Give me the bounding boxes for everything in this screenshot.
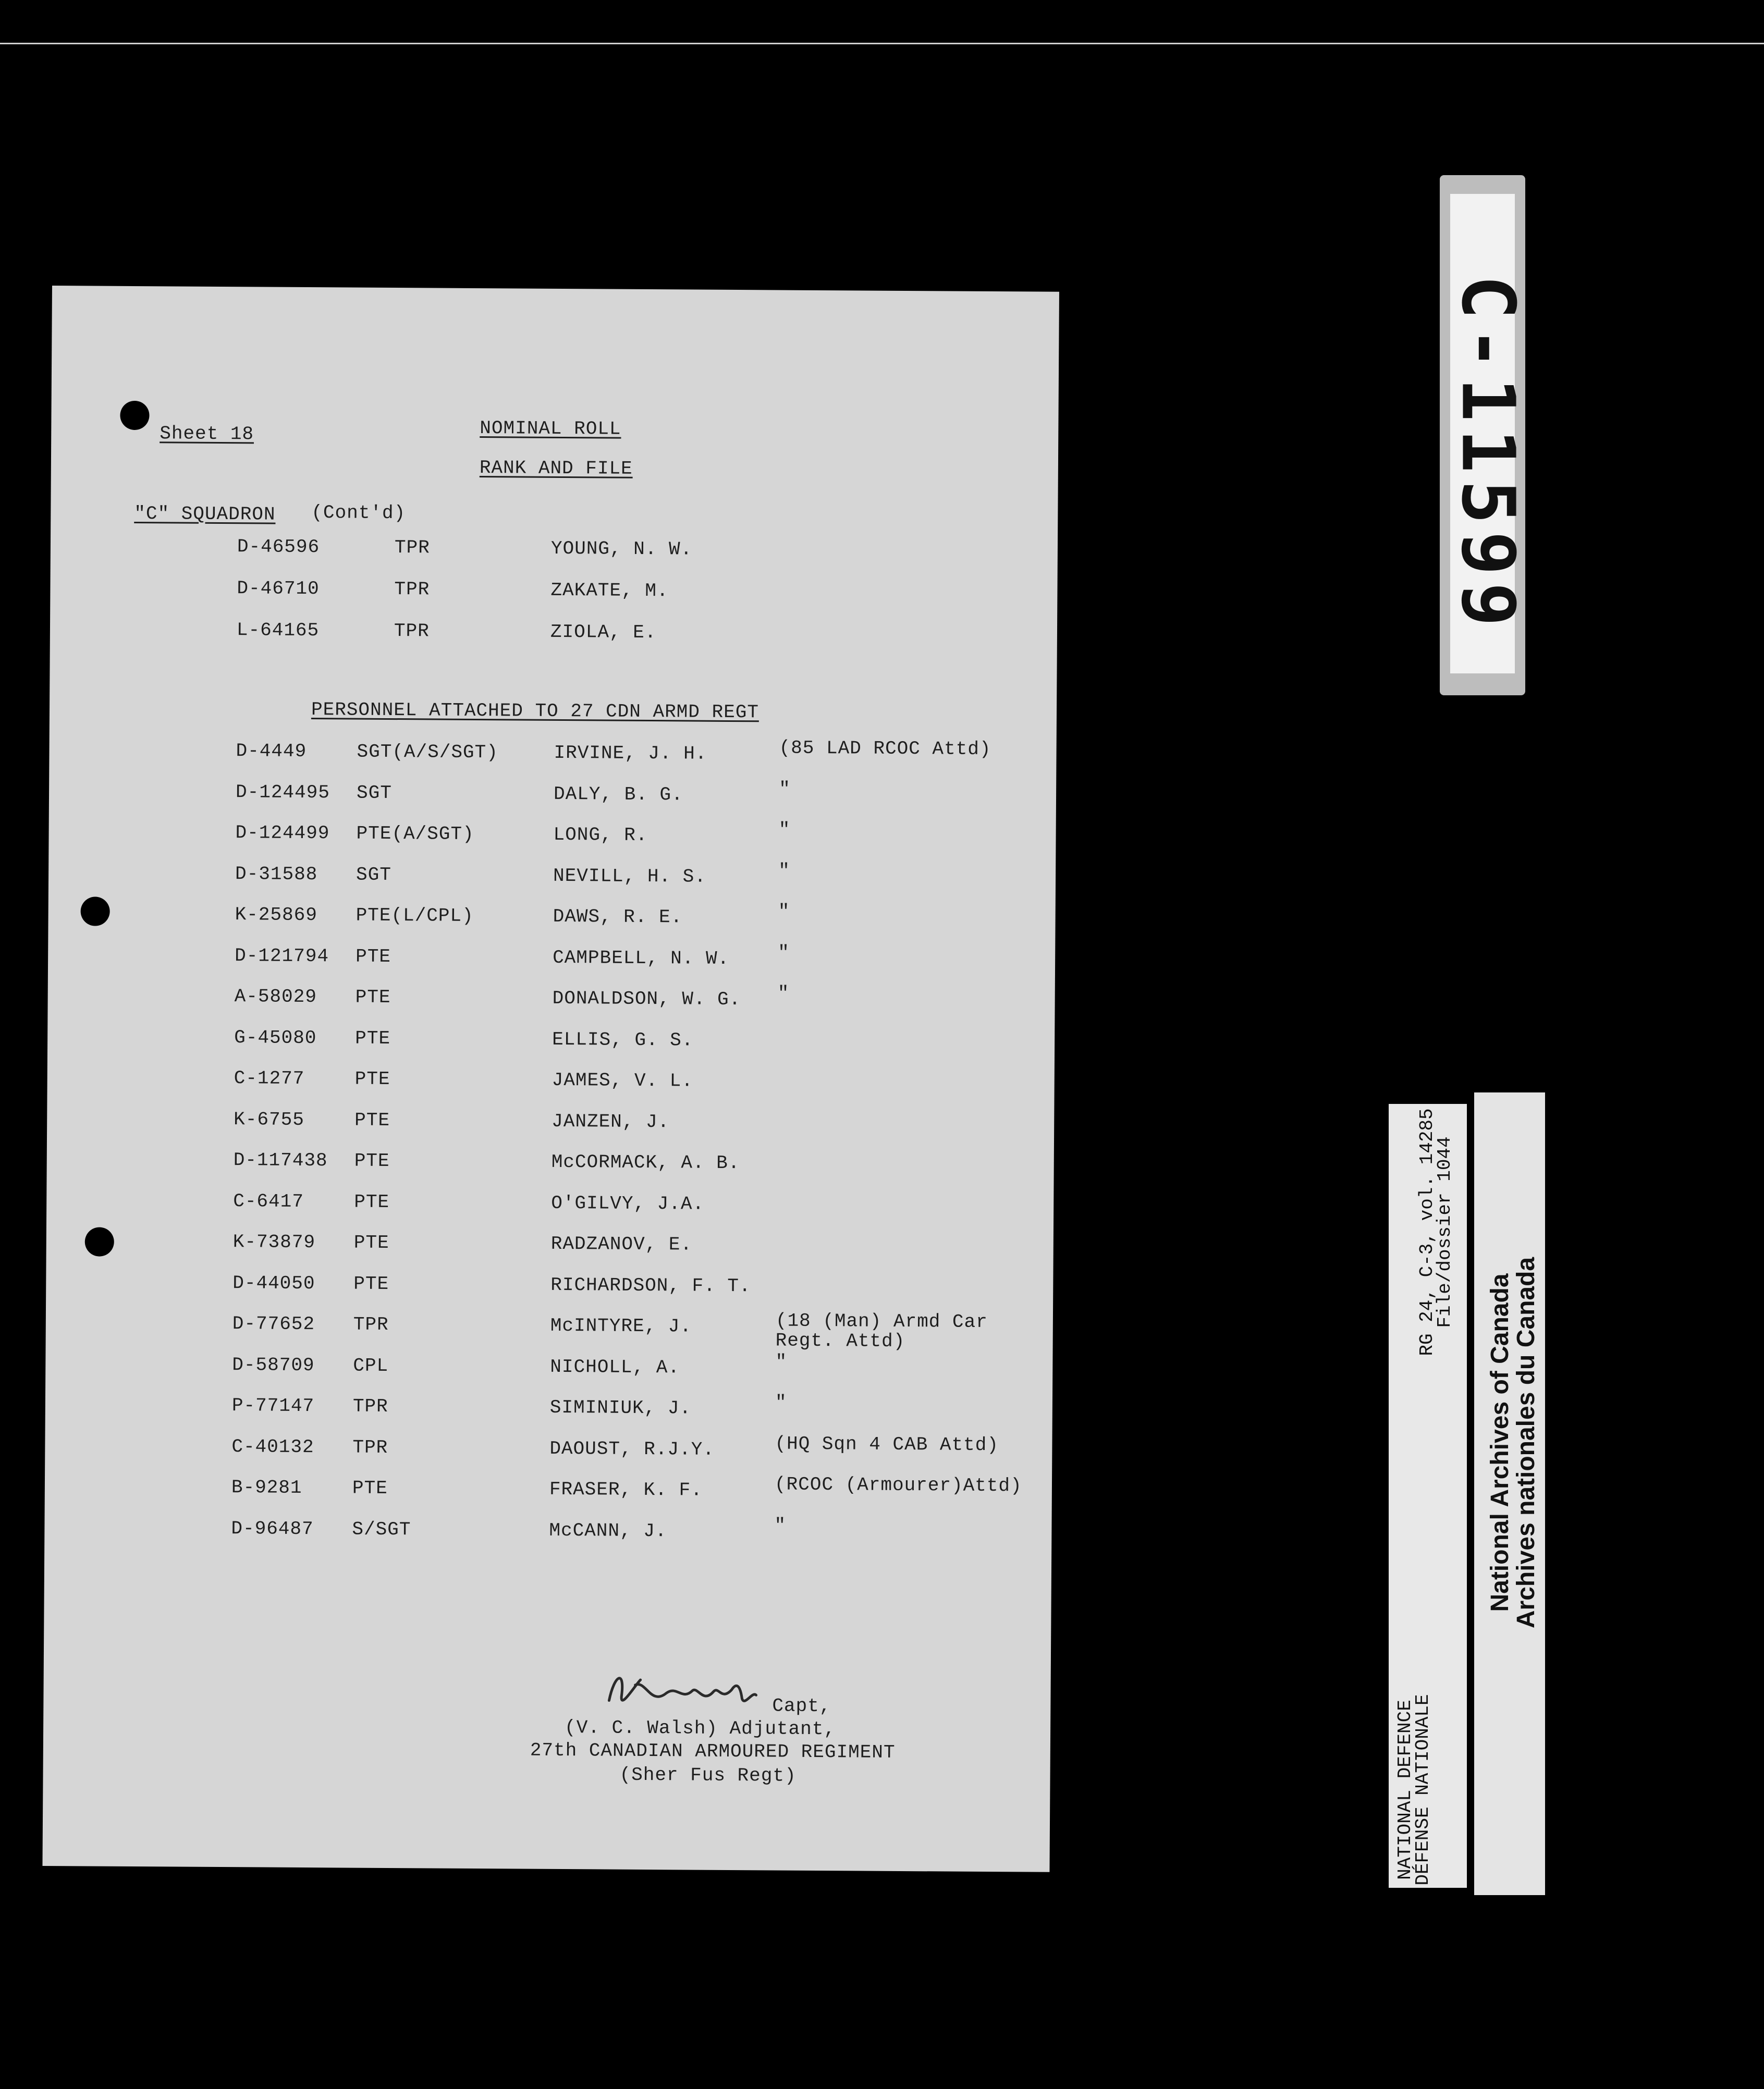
member-name: DAOUST, R.J.Y. bbox=[549, 1437, 715, 1460]
service-number: P-77147 bbox=[231, 1395, 315, 1417]
rank: PTE bbox=[353, 1273, 389, 1295]
attachment-note: " bbox=[777, 982, 790, 1004]
roll-row bbox=[46, 1189, 1054, 1232]
member-name: O'GILVY, J.A. bbox=[551, 1192, 705, 1215]
attached-heading: PERSONNEL ATTACHED TO 27 CDN ARMD REGT bbox=[311, 699, 760, 723]
member-name: CAMPBELL, N. W. bbox=[553, 947, 730, 969]
member-name: RICHARDSON, F. T. bbox=[550, 1274, 751, 1297]
rank: PTE bbox=[356, 945, 391, 967]
roll-row bbox=[47, 1107, 1054, 1150]
member-name: DAWS, R. E. bbox=[553, 905, 683, 928]
rank: PTE bbox=[353, 1232, 389, 1254]
roll-row bbox=[49, 780, 1056, 822]
service-number: D-117438 bbox=[233, 1149, 328, 1172]
member-name: ELLIS, G. S. bbox=[552, 1028, 694, 1051]
attachment-note: (85 LAD RCOC Attd) bbox=[779, 737, 991, 760]
roll-row bbox=[46, 1312, 1053, 1355]
member-name: JAMES, V. L. bbox=[552, 1069, 694, 1092]
attachment-note: (HQ Sqn 4 CAB Attd) bbox=[775, 1433, 999, 1456]
rank: PTE bbox=[354, 1191, 390, 1213]
member-name: SIMINIUK, J. bbox=[549, 1396, 692, 1419]
member-name: McCANN, J. bbox=[549, 1519, 667, 1542]
attachment-note: " bbox=[778, 942, 790, 964]
member-name: RADZANOV, E. bbox=[550, 1233, 693, 1256]
service-number: D-46596 bbox=[237, 536, 320, 558]
rank: PTE bbox=[355, 986, 391, 1008]
signature-regiment-short: (Sher Fus Regt) bbox=[619, 1764, 797, 1787]
service-number: K-6755 bbox=[234, 1108, 304, 1130]
squadron-contd: (Cont'd) bbox=[311, 502, 406, 524]
attachment-note: " bbox=[779, 778, 791, 800]
service-number: D-121794 bbox=[235, 944, 329, 967]
service-number: K-25869 bbox=[235, 904, 317, 926]
attachment-note: " bbox=[778, 860, 790, 882]
service-number: G-45080 bbox=[234, 1026, 317, 1049]
roll-row bbox=[48, 862, 1056, 904]
service-number: C-40132 bbox=[231, 1435, 314, 1458]
squadron-heading: "C" SQUADRON bbox=[134, 502, 276, 525]
rank: PTE bbox=[354, 1109, 390, 1131]
signature-name-line: (V. C. Walsh) Adjutant, bbox=[564, 1717, 836, 1740]
roll-row bbox=[51, 535, 1058, 577]
roll-row bbox=[48, 903, 1055, 945]
rank: PTE bbox=[354, 1068, 390, 1090]
member-name: DONALDSON, W. G. bbox=[552, 987, 741, 1011]
rank: PTE(L/CPL) bbox=[356, 904, 474, 927]
roll-row bbox=[45, 1353, 1052, 1395]
rank: PTE(A/SGT) bbox=[356, 822, 474, 845]
member-name: NICHOLL, A. bbox=[550, 1356, 680, 1378]
service-number: D-124495 bbox=[235, 781, 330, 803]
roll-row bbox=[47, 1025, 1055, 1068]
document-subtitle: RANK AND FILE bbox=[479, 457, 633, 480]
attachment-note-cont: Regt. Attd) bbox=[775, 1330, 905, 1353]
attachment-note: " bbox=[778, 901, 790, 923]
member-name: LONG, R. bbox=[553, 824, 648, 846]
reel-number-text: C-11599 bbox=[1445, 275, 1530, 634]
service-number: D-46710 bbox=[237, 577, 320, 600]
rank: CPL bbox=[353, 1355, 389, 1377]
rank: TPR bbox=[353, 1313, 389, 1335]
member-name: McCORMACK, A. B. bbox=[551, 1151, 740, 1174]
attachment-note: " bbox=[774, 1515, 787, 1537]
attachment-note: " bbox=[778, 819, 791, 841]
service-number: D-44050 bbox=[232, 1272, 315, 1294]
member-name: JANZEN, J. bbox=[552, 1110, 670, 1133]
roll-row bbox=[45, 1434, 1052, 1477]
rank: PTE bbox=[354, 1150, 390, 1172]
reel-number-panel bbox=[1445, 194, 1530, 673]
roll-row bbox=[49, 739, 1056, 782]
member-name: McINTYRE, J. bbox=[550, 1314, 692, 1337]
service-number: A-58029 bbox=[234, 986, 317, 1008]
rank: SGT bbox=[356, 864, 392, 886]
document-title: NOMINAL ROLL bbox=[480, 417, 621, 440]
service-number: D-124499 bbox=[235, 822, 330, 844]
roll-row bbox=[45, 1394, 1052, 1436]
member-name: NEVILL, H. S. bbox=[553, 865, 707, 888]
roll-row bbox=[46, 1148, 1054, 1191]
defence-label: NATIONAL DEFENCE DÉFENSE NATIONALE RG 24, C-3, vol. 14285 File/dossier 1044 bbox=[1389, 1104, 1467, 1888]
rank: SGT(A/S/SGT) bbox=[357, 741, 498, 764]
member-name: ZIOLA, E. bbox=[550, 621, 657, 644]
rank: TPR bbox=[352, 1436, 388, 1458]
roll-row bbox=[44, 1516, 1051, 1559]
rank: PTE bbox=[355, 1027, 391, 1049]
reel-number-strip bbox=[1440, 175, 1530, 695]
attachment-note: " bbox=[775, 1392, 787, 1414]
roll-row bbox=[50, 576, 1057, 619]
service-number: D-77652 bbox=[232, 1313, 315, 1335]
member-name: FRASER, K. F. bbox=[549, 1478, 703, 1501]
sheet-number: Sheet 18 bbox=[160, 423, 254, 445]
rank: TPR bbox=[352, 1395, 388, 1417]
archives-label: National Archives of Canada Archives nationales du Canada bbox=[1474, 1092, 1545, 1895]
member-name: IRVINE, J. H. bbox=[554, 742, 707, 765]
service-number: L-64165 bbox=[236, 619, 320, 642]
attachment-note: " bbox=[775, 1351, 788, 1373]
rank: S/SGT bbox=[352, 1518, 411, 1540]
attachment-note: (RCOC (Armourer)Attd) bbox=[774, 1473, 1022, 1497]
roll-row bbox=[48, 943, 1055, 986]
rank: TPR bbox=[394, 537, 430, 559]
attachment-note: (18 (Man) Armd Car bbox=[775, 1310, 988, 1333]
rank: TPR bbox=[394, 620, 430, 642]
rank: TPR bbox=[394, 579, 430, 600]
service-number: K-73879 bbox=[232, 1231, 316, 1254]
roll-row bbox=[45, 1473, 1052, 1518]
service-number: B-9281 bbox=[231, 1477, 302, 1498]
signature-regiment: 27th CANADIAN ARMOURED REGIMENT bbox=[530, 1739, 896, 1763]
rank: SGT bbox=[356, 782, 393, 804]
punch-hole bbox=[120, 401, 149, 430]
roll-row bbox=[47, 1066, 1054, 1109]
roll-row bbox=[47, 982, 1055, 1027]
rank: PTE bbox=[352, 1477, 388, 1499]
roll-row bbox=[46, 1230, 1054, 1273]
member-name: YOUNG, N. W. bbox=[550, 537, 693, 560]
member-name: DALY, B. G. bbox=[553, 783, 683, 805]
service-number: C-6417 bbox=[233, 1190, 304, 1212]
roll-row bbox=[48, 821, 1056, 864]
document-page bbox=[42, 286, 1059, 1872]
top-border-line bbox=[0, 43, 1764, 44]
service-number: D-4449 bbox=[236, 740, 307, 762]
service-number: C-1277 bbox=[234, 1067, 305, 1089]
service-number: D-58709 bbox=[232, 1354, 315, 1376]
signature-rank: Capt, bbox=[772, 1695, 831, 1717]
roll-row bbox=[50, 618, 1057, 661]
roll-row bbox=[46, 1271, 1053, 1313]
service-number: D-96487 bbox=[231, 1517, 314, 1540]
handwritten-signature bbox=[604, 1664, 761, 1723]
member-name: ZAKATE, M. bbox=[550, 579, 669, 602]
service-number: D-31588 bbox=[235, 863, 318, 885]
